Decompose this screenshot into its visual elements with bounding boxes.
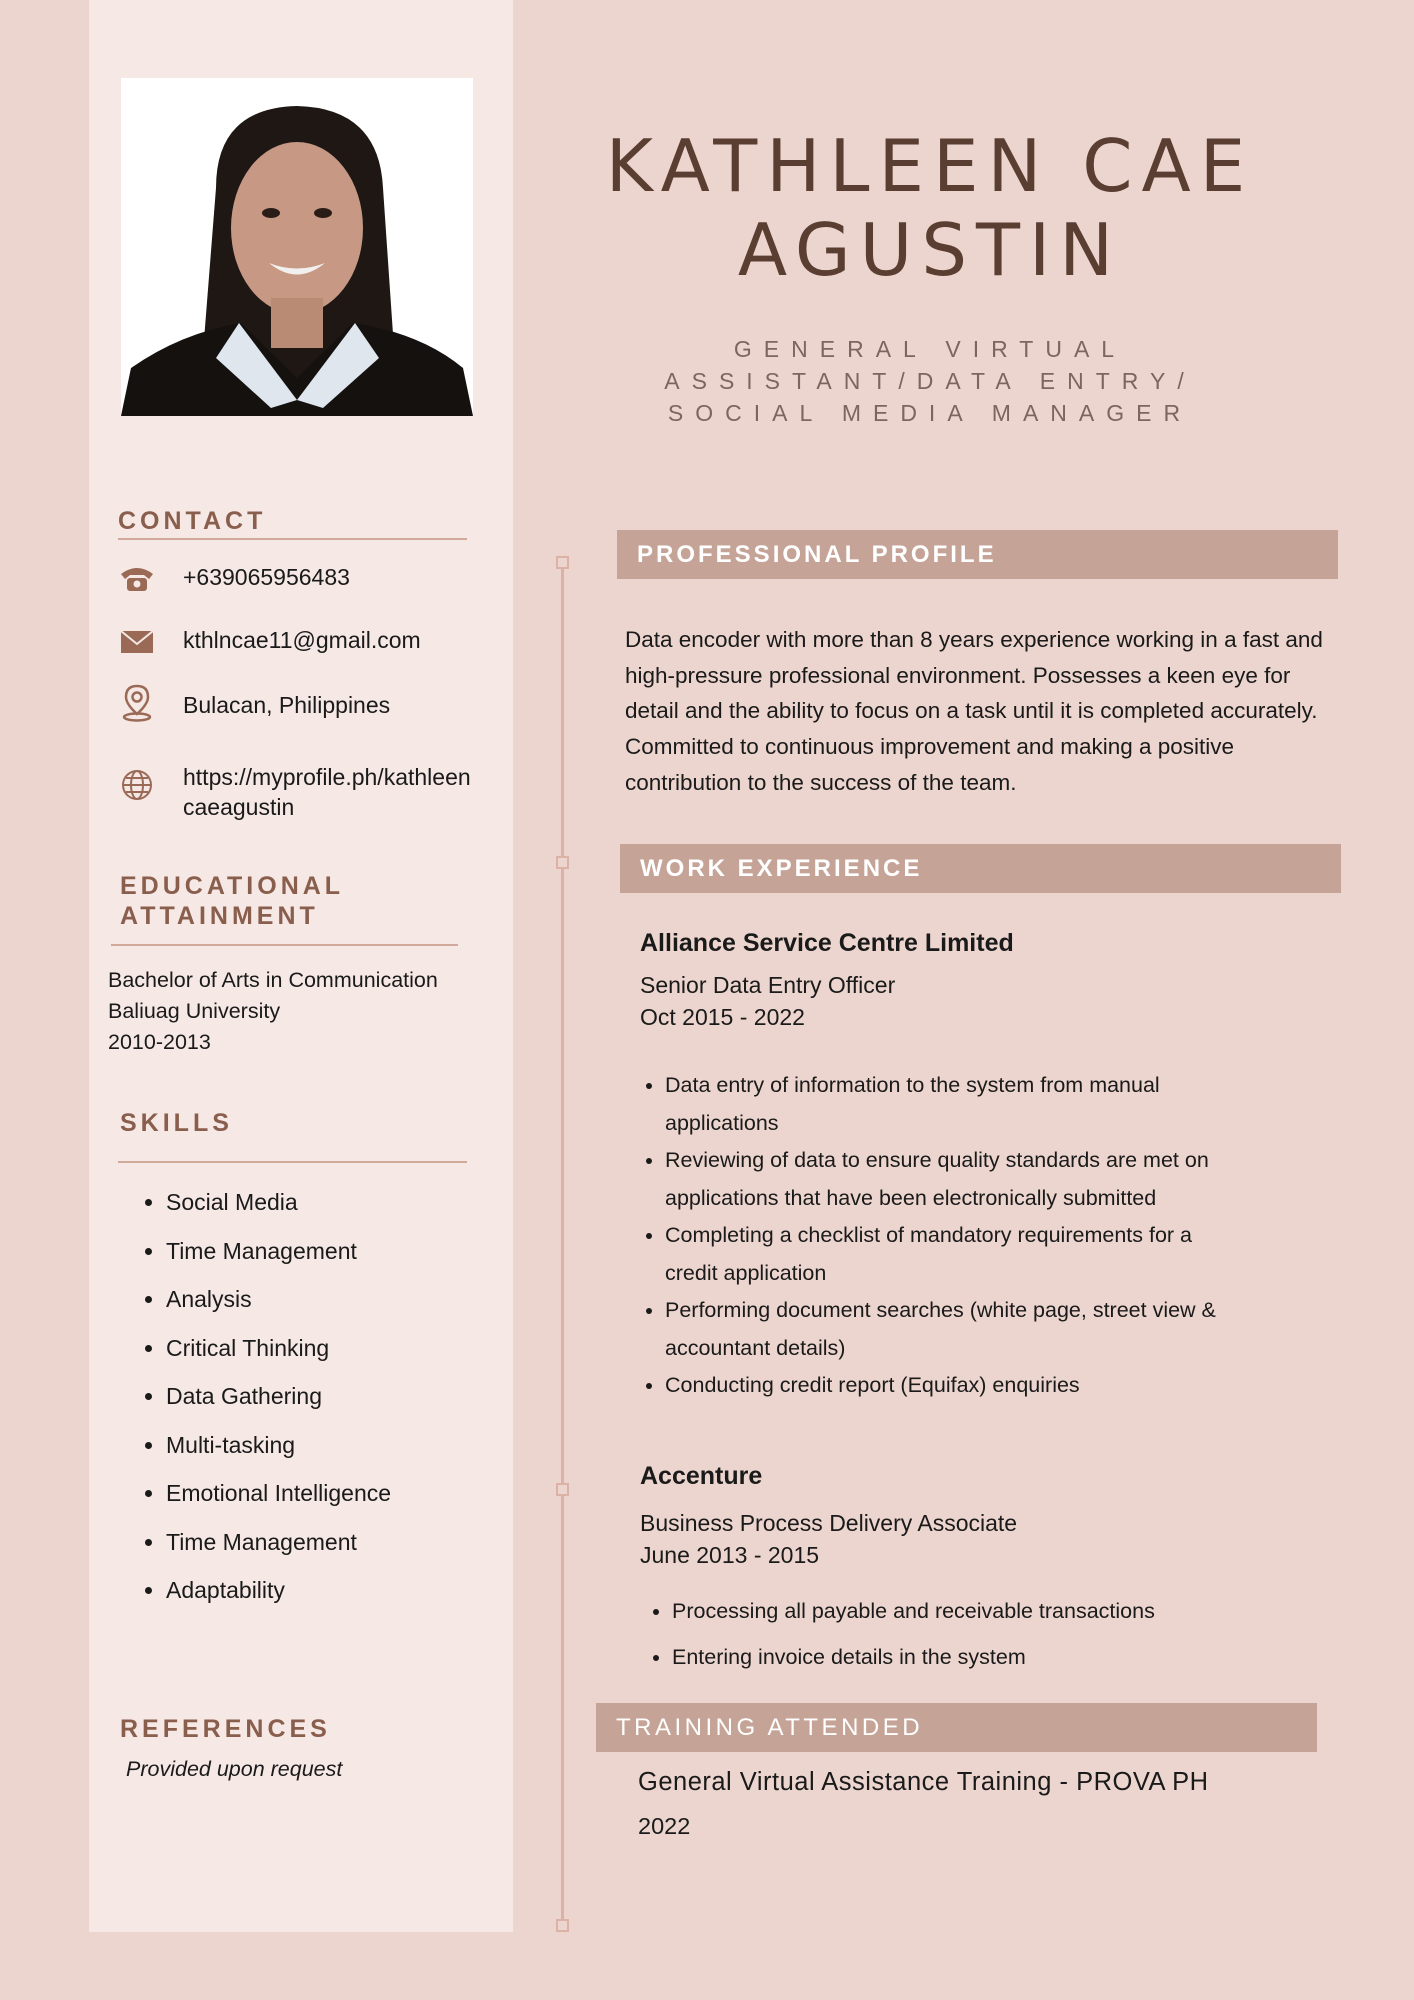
- job-duties: [647, 1588, 1232, 1680]
- education-heading: [120, 871, 344, 931]
- timeline-node: [556, 1919, 569, 1932]
- job-role: [640, 1507, 1017, 1571]
- training-year: 2022: [638, 1813, 691, 1839]
- skill-item: • Time Management: [166, 1232, 391, 1281]
- email-address[interactable]: kthlncae11@gmail.com: [183, 627, 421, 653]
- timeline-node: [556, 856, 569, 869]
- education-details: [108, 965, 438, 1058]
- contact-location: [118, 686, 391, 720]
- references-text: Provided upon request: [126, 1757, 343, 1781]
- name-line-1: KATHLEEN CAE: [605, 124, 1255, 208]
- phone-number[interactable]: +639065956483: [183, 564, 350, 590]
- skills-divider: [118, 1161, 467, 1163]
- subtitle-line-2: ASSISTANT/DATA ENTRY/: [664, 368, 1196, 394]
- timeline-node: [556, 556, 569, 569]
- references-heading: REFERENCES: [120, 1715, 331, 1743]
- contact-email: [118, 625, 421, 659]
- skills-list: [130, 1183, 391, 1620]
- skill-item: • Social Media: [166, 1183, 391, 1232]
- mail-icon: [118, 625, 156, 659]
- candidate-name: [560, 124, 1300, 292]
- contact-heading: CONTACT: [118, 507, 267, 535]
- website-link[interactable]: https://myprofile.ph/kathleencaeagustin: [183, 764, 471, 820]
- location-text: Bulacan, Philippines: [183, 692, 391, 718]
- duty-item: • Entering invoice details in the system: [672, 1634, 1232, 1680]
- profile-photo: [121, 78, 473, 416]
- education-heading-line2: ATTAINMENT: [120, 902, 319, 930]
- phone-icon: [118, 562, 156, 596]
- training-heading: TRAINING ATTENDED: [596, 1703, 1317, 1752]
- skill-item: • Analysis: [166, 1280, 391, 1329]
- duty-item: • Conducting credit report (Equifax) enquiries: [665, 1367, 1225, 1405]
- contact-website: [118, 762, 471, 820]
- duty-item: • Completing a checklist of mandatory requirements for a credit application: [665, 1217, 1225, 1292]
- duty-item: • Data entry of information to the system from manual applications: [665, 1067, 1225, 1142]
- contact-divider: [118, 538, 467, 540]
- work-experience-heading: WORK EXPERIENCE: [620, 844, 1341, 893]
- professional-profile-heading: PROFESSIONAL PROFILE: [617, 530, 1338, 579]
- subtitle-line-3: SOCIAL MEDIA MANAGER: [667, 400, 1193, 426]
- skill-item: • Time Management: [166, 1523, 391, 1572]
- company-name: Alliance Service Centre Limited: [640, 929, 1014, 957]
- job-dates: June 2013 - 2015: [640, 1542, 820, 1568]
- skill-item: • Data Gathering: [166, 1377, 391, 1426]
- skill-item: • Critical Thinking: [166, 1329, 391, 1378]
- job-duties: [640, 1067, 1225, 1405]
- duty-item: • Processing all payable and receivable transactions: [672, 1588, 1232, 1634]
- timeline-node: [556, 1483, 569, 1496]
- name-line-2: AGUSTIN: [737, 208, 1123, 292]
- skill-item: • Multi-tasking: [166, 1426, 391, 1475]
- education-school: Baliuag University: [108, 999, 281, 1023]
- contact-phone: [118, 562, 350, 596]
- education-heading-line1: EDUCATIONAL: [120, 872, 345, 900]
- skill-item: • Emotional Intelligence: [166, 1474, 391, 1523]
- duty-item: • Reviewing of data to ensure quality standards are met on applications that have been electronically submitted: [665, 1142, 1225, 1217]
- subtitle-line-1: GENERAL VIRTUAL: [733, 336, 1127, 362]
- duty-item: • Performing document searches (white page, street view & accountant details): [665, 1292, 1225, 1367]
- job-role: [640, 969, 895, 1033]
- job-dates: Oct 2015 - 2022: [640, 1004, 805, 1030]
- timeline-line: [561, 562, 564, 1924]
- profile-summary: Data encoder with more than 8 years experience working in a fast and high-pressure professional environment. Possesses a keen eye for detail and the ability to focus on a task until it is completed accurately. Committed to continuous improvement and making a positive contribution to the success of the team.: [625, 627, 1323, 795]
- location-pin-icon: [118, 686, 156, 720]
- job-title: [560, 333, 1300, 429]
- company-name: Accenture: [640, 1462, 763, 1490]
- skill-item: • Adaptability: [166, 1571, 391, 1620]
- skills-heading: SKILLS: [120, 1109, 233, 1137]
- education-degree: Bachelor of Arts in Communication: [108, 968, 438, 992]
- globe-icon: [118, 768, 156, 802]
- job-title-text: Senior Data Entry Officer: [640, 972, 896, 998]
- education-years: 2010-2013: [108, 1030, 211, 1054]
- job-title-text: Business Process Delivery Associate: [640, 1510, 1018, 1536]
- training-course: General Virtual Assistance Training - PROVA PH: [638, 1768, 1209, 1796]
- education-divider: [111, 944, 458, 946]
